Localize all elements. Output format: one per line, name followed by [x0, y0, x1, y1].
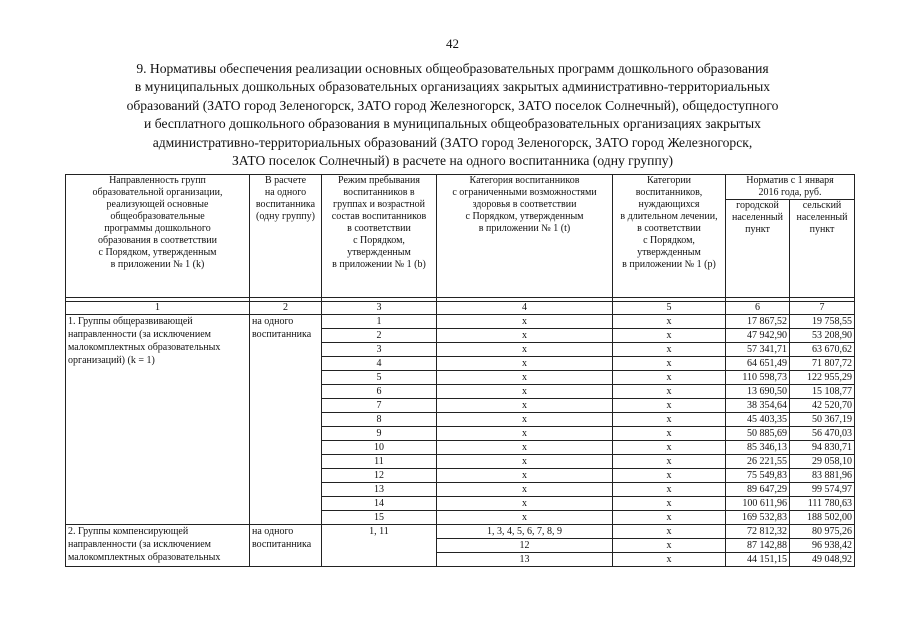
- document-title: [100, 60, 805, 170]
- rural-norm-cell: 29 058,10: [790, 455, 855, 469]
- mode-cell: 14: [322, 497, 437, 511]
- group-basis-line: воспитанника: [252, 329, 312, 340]
- group-name-line: малокомплектных образовательных: [68, 552, 221, 563]
- treatment-category-cell: x: [613, 329, 726, 343]
- treatment-category-cell: x: [613, 525, 726, 539]
- city-norm-cell: 110 598,73: [726, 371, 790, 385]
- health-category-cell: x: [437, 413, 613, 427]
- city-norm-cell: 17 867,52: [726, 315, 790, 329]
- treatment-category-cell: x: [613, 399, 726, 413]
- city-norm-cell: 64 651,49: [726, 357, 790, 371]
- health-category-cell: x: [437, 469, 613, 483]
- title-line: 9. Нормативы обеспечения реализации основных общеобразовательных программ дошкольного образования: [136, 61, 769, 76]
- group-name-line: организаций) (k = 1): [68, 355, 155, 366]
- header-treatment-category: Категории воспитанников, нуждающихся в длительном лечении, в соответствии с Порядком, утвержденным в приложении № 1 (p): [613, 175, 726, 298]
- city-norm-cell: 13 690,50: [726, 385, 790, 399]
- treatment-category-cell: x: [613, 511, 726, 525]
- mode-cell: 15: [322, 511, 437, 525]
- header-basis: В расчете на одного воспитанника (одну группу): [250, 175, 322, 298]
- mode-cell: 7: [322, 399, 437, 413]
- group-name: [66, 525, 250, 567]
- rural-norm-cell: 19 758,55: [790, 315, 855, 329]
- health-category-cell: x: [437, 511, 613, 525]
- page-number: 42: [446, 36, 459, 51]
- column-number: 6: [726, 302, 790, 315]
- city-norm-cell: 169 532,83: [726, 511, 790, 525]
- city-norm-cell: 75 549,83: [726, 469, 790, 483]
- city-norm-cell: 89 647,29: [726, 483, 790, 497]
- treatment-category-cell: x: [613, 441, 726, 455]
- header-health-category: Категория воспитанников с ограниченными возможностями здоровья в соответствии с Порядком, утвержденным в приложении № 1 (t): [437, 175, 613, 298]
- health-category-cell: x: [437, 399, 613, 413]
- table-row: [66, 315, 855, 329]
- health-category-cell: x: [437, 315, 613, 329]
- mode-cell: 9: [322, 427, 437, 441]
- health-category-cell: x: [437, 357, 613, 371]
- mode-cell: 6: [322, 385, 437, 399]
- health-category-cell: x: [437, 455, 613, 469]
- health-category-cell: x: [437, 497, 613, 511]
- treatment-category-cell: x: [613, 469, 726, 483]
- column-number: 7: [790, 302, 855, 315]
- group-name-line: 1. Группы общеразвивающей: [68, 316, 193, 327]
- group-name-line: малокомплектных образовательных: [68, 342, 221, 353]
- health-category-cell: x: [437, 385, 613, 399]
- column-number: 2: [250, 302, 322, 315]
- norms-table: [65, 174, 855, 567]
- column-number: 5: [613, 302, 726, 315]
- health-category-cell: 1, 3, 4, 5, 6, 7, 8, 9: [437, 525, 613, 539]
- header-mode: Режим пребывания воспитанников в группах и возрастной состав воспитанников в соответствии с Порядком, утвержденным в приложении № 1 (b): [322, 175, 437, 298]
- group-name-line: направленности (за исключением: [68, 539, 211, 550]
- city-norm-cell: 87 142,88: [726, 539, 790, 553]
- rural-norm-cell: 96 938,42: [790, 539, 855, 553]
- city-norm-cell: 50 885,69: [726, 427, 790, 441]
- rural-norm-cell: 188 502,00: [790, 511, 855, 525]
- header-norm: Норматив с 1 января 2016 года, руб.: [726, 175, 855, 200]
- rural-norm-cell: 122 955,29: [790, 371, 855, 385]
- mode-cell: 1, 11: [322, 525, 437, 567]
- rural-norm-cell: 83 881,96: [790, 469, 855, 483]
- city-norm-cell: 100 611,96: [726, 497, 790, 511]
- group-name: [66, 315, 250, 525]
- health-category-cell: x: [437, 441, 613, 455]
- title-line: в муниципальных дошкольных образовательных организациях закрытых административно-территориальных: [134, 79, 771, 95]
- group-basis-line: на одного: [252, 316, 294, 327]
- header-city: городской населенный пункт: [726, 200, 790, 298]
- mode-cell: 5: [322, 371, 437, 385]
- city-norm-cell: 26 221,55: [726, 455, 790, 469]
- mode-cell: 1: [322, 315, 437, 329]
- column-numbers-row: [66, 302, 855, 315]
- health-category-cell: x: [437, 427, 613, 441]
- treatment-category-cell: x: [613, 343, 726, 357]
- mode-cell: 11: [322, 455, 437, 469]
- city-norm-cell: 38 354,64: [726, 399, 790, 413]
- group-basis-line: на одного: [252, 526, 294, 537]
- treatment-category-cell: x: [613, 413, 726, 427]
- city-norm-cell: 85 346,13: [726, 441, 790, 455]
- rural-norm-cell: 56 470,03: [790, 427, 855, 441]
- group2-section: [66, 525, 855, 567]
- health-category-cell: 12: [437, 539, 613, 553]
- treatment-category-cell: x: [613, 455, 726, 469]
- mode-cell: 13: [322, 483, 437, 497]
- mode-cell: 10: [322, 441, 437, 455]
- column-number: 1: [66, 302, 250, 315]
- column-number: 3: [322, 302, 437, 315]
- health-category-cell: x: [437, 371, 613, 385]
- rural-norm-cell: 15 108,77: [790, 385, 855, 399]
- rural-norm-cell: 94 830,71: [790, 441, 855, 455]
- rural-norm-cell: 63 670,62: [790, 343, 855, 357]
- health-category-cell: x: [437, 483, 613, 497]
- rural-norm-cell: 53 208,90: [790, 329, 855, 343]
- rural-norm-cell: 50 367,19: [790, 413, 855, 427]
- group-name-line: направленности (за исключением: [68, 329, 211, 340]
- treatment-category-cell: x: [613, 483, 726, 497]
- table-row: [66, 525, 855, 539]
- rural-norm-cell: 42 520,70: [790, 399, 855, 413]
- title-line: образований (ЗАТО город Зеленогорск, ЗАТО город Железногорск, ЗАТО поселок Солнечный), общедоступного: [126, 97, 779, 113]
- city-norm-cell: 44 151,15: [726, 553, 790, 567]
- mode-cell: 12: [322, 469, 437, 483]
- group-basis-line: воспитанника: [252, 539, 312, 550]
- header-rural: сельский населенный пункт: [790, 200, 855, 298]
- rural-norm-cell: 111 780,63: [790, 497, 855, 511]
- city-norm-cell: 57 341,71: [726, 343, 790, 357]
- header-direction: Направленность групп образовательной организации, реализующей основные общеобразовательные программы дошкольного образования в соответствии с Порядком, утвержденным в приложении № 1 (k): [66, 175, 250, 298]
- treatment-category-cell: x: [613, 385, 726, 399]
- title-line: ЗАТО поселок Солнечный) в расчете на одного воспитанника (одну группу): [231, 153, 674, 169]
- title-line: административно-территориальных образований (ЗАТО город Зеленогорск, ЗАТО город Железногорск,: [152, 134, 753, 150]
- rural-norm-cell: 80 975,26: [790, 525, 855, 539]
- treatment-category-cell: x: [613, 371, 726, 385]
- mode-cell: 3: [322, 343, 437, 357]
- column-number: 4: [437, 302, 613, 315]
- health-category-cell: x: [437, 343, 613, 357]
- mode-cell: 4: [322, 357, 437, 371]
- treatment-category-cell: x: [613, 497, 726, 511]
- group-basis: [250, 525, 322, 567]
- health-category-cell: x: [437, 329, 613, 343]
- mode-cell: 8: [322, 413, 437, 427]
- group-name-line: 2. Группы компенсирующей: [68, 526, 189, 537]
- treatment-category-cell: x: [613, 553, 726, 567]
- treatment-category-cell: x: [613, 357, 726, 371]
- rural-norm-cell: 71 807,72: [790, 357, 855, 371]
- title-line: и бесплатного дошкольного образования в муниципальных общеобразовательных организациях закрытых: [144, 116, 761, 132]
- group1-section: [66, 315, 855, 525]
- treatment-category-cell: x: [613, 315, 726, 329]
- group-basis: [250, 315, 322, 525]
- treatment-category-cell: x: [613, 427, 726, 441]
- city-norm-cell: 45 403,35: [726, 413, 790, 427]
- mode-cell: 2: [322, 329, 437, 343]
- treatment-category-cell: x: [613, 539, 726, 553]
- city-norm-cell: 72 812,32: [726, 525, 790, 539]
- city-norm-cell: 47 942,90: [726, 329, 790, 343]
- health-category-cell: 13: [437, 553, 613, 567]
- rural-norm-cell: 99 574,97: [790, 483, 855, 497]
- rural-norm-cell: 49 048,92: [790, 553, 855, 567]
